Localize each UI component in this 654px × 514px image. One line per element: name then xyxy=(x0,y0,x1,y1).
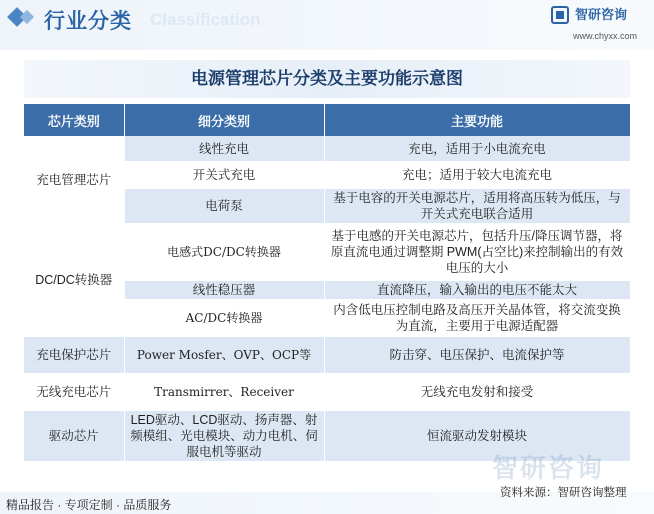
content-card xyxy=(24,60,630,484)
function-cell: 无线充电发射和接受 xyxy=(324,374,630,410)
category-cell: 充电保护芯片 xyxy=(24,336,124,374)
function-cell: 内含低电压控制电路及高压开关晶体管，将交流变换为直流，主要用于电源适配器 xyxy=(324,300,630,336)
function-cell: 直流降压，输入输出的电压不能太大 xyxy=(324,280,630,300)
brand-logo-icon xyxy=(551,6,569,24)
classification-table xyxy=(24,104,631,463)
header-bar xyxy=(0,0,654,50)
category-cell: DC/DC转换器 xyxy=(24,224,124,336)
function-cell: 基于电感的开关电源芯片，包括升压/降压调节器，将原直流电通过调整期 PWM(占空比)来控制输出的有效电压的大小 xyxy=(324,224,630,280)
header-function: 主要功能 xyxy=(324,104,630,136)
subcategory-cell: 电感式DC/DC转换器 xyxy=(124,224,324,280)
subcategory-cell: 开关式充电 xyxy=(124,162,324,188)
function-cell: 充电，适用于小电流充电 xyxy=(324,136,630,162)
category-cell: 无线充电芯片 xyxy=(24,374,124,410)
brand xyxy=(573,4,638,41)
footer-slogan: 精品报告 · 专项定制 · 品质服务 xyxy=(6,498,172,512)
function-cell: 恒流驱动发射模块 xyxy=(324,410,630,462)
section-title: 行业分类 xyxy=(44,10,132,33)
brand-url: www.chyxx.com xyxy=(573,31,638,41)
category-cell: 驱动芯片 xyxy=(24,410,124,462)
category-cell: 充电管理芯片 xyxy=(24,136,124,224)
function-cell: 防击穿、电压保护、电流保护等 xyxy=(324,336,630,374)
table-row xyxy=(24,224,630,280)
section-subtitle: Classification xyxy=(150,10,261,29)
function-cell: 充电；适用于较大电流充电 xyxy=(324,162,630,188)
table-row xyxy=(24,136,630,162)
subcategory-cell: Transmirrer、Receiver xyxy=(124,374,324,410)
watermark: 智研咨询 xyxy=(492,453,605,483)
subcategory-cell: 线性充电 xyxy=(124,136,324,162)
function-cell: 基于电容的开关电源芯片，适用将高压转为低压，与开关式充电联合适用 xyxy=(324,188,630,224)
subcategory-cell: AC/DC转换器 xyxy=(124,300,324,336)
table-header-row xyxy=(24,104,630,136)
subcategory-cell: 线性稳压器 xyxy=(124,280,324,300)
source-note: 资料来源：智研咨询整理 xyxy=(500,487,627,499)
header-category: 芯片类别 xyxy=(24,104,124,136)
header-subcategory: 细分类别 xyxy=(124,104,324,136)
table-row xyxy=(24,374,630,410)
table-row xyxy=(24,336,630,374)
brand-name: 智研咨询 xyxy=(575,7,628,22)
chart-title: 电源管理芯片分类及主要功能示意图 xyxy=(24,60,630,98)
subcategory-cell: LED驱动、LCD驱动、扬声器、射频模组、光电模块、动力电机、伺服电机等驱动 xyxy=(124,410,324,462)
subcategory-cell: Power Mosfer、OVP、OCP等 xyxy=(124,336,324,374)
subcategory-cell: 电荷泵 xyxy=(124,188,324,224)
